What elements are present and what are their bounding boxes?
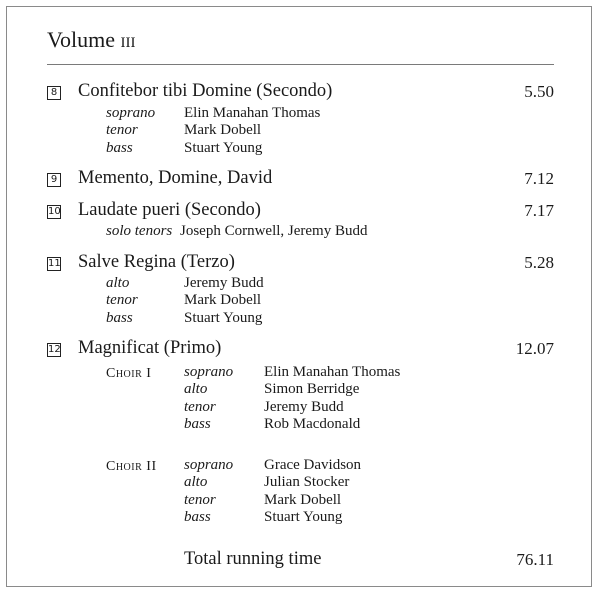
performer-name: Mark Dobell — [184, 292, 262, 308]
track-number-box: 11 — [48, 258, 61, 269]
total-running-time-label: Total running time — [184, 549, 322, 569]
track-number-box: 8 — [47, 86, 61, 100]
performer-role: solo tenors — [106, 223, 173, 239]
performer-role: bass — [184, 509, 211, 525]
track-time: 7.12 — [524, 169, 554, 188]
track-title: Laudate pueri (Secondo) — [78, 200, 261, 220]
performer-role: tenor — [184, 492, 216, 508]
track-title: Magnificat (Primo) — [78, 338, 222, 358]
volume-title: Volume iii — [47, 27, 136, 52]
performer-name: Joseph Cornwell, Jeremy Budd — [180, 223, 368, 239]
performer-name: Rob Macdonald — [264, 416, 361, 432]
performer-role: alto — [106, 275, 130, 291]
performer-role: alto — [184, 381, 208, 397]
performer-role: tenor — [184, 399, 216, 415]
performer-role: tenor — [106, 122, 138, 138]
choir-label: Choir II — [106, 459, 157, 474]
track-title: Confitebor tibi Domine (Secondo) — [78, 81, 333, 101]
performer-name: Jeremy Budd — [264, 399, 344, 415]
performer-role: bass — [106, 140, 133, 156]
performer-name: Simon Berridge — [264, 381, 360, 397]
track-time: 5.28 — [524, 253, 554, 272]
performer-role: soprano — [184, 364, 234, 380]
track-number-box: 9 — [47, 173, 61, 187]
performer-name: Stuart Young — [184, 140, 263, 156]
total-running-time-value: 76.11 — [516, 550, 554, 569]
performer-role: bass — [184, 416, 211, 432]
performer-name: Elin Manahan Thomas — [264, 364, 401, 380]
performer-name: Mark Dobell — [264, 492, 342, 508]
track-number-box: 10 — [48, 206, 61, 217]
performer-role: tenor — [106, 292, 138, 308]
performer-name: Julian Stocker — [264, 474, 350, 490]
performer-role: soprano — [184, 457, 234, 473]
performer-name: Stuart Young — [184, 310, 263, 326]
performer-name: Mark Dobell — [184, 122, 262, 138]
volume-numeral: iii — [120, 27, 136, 52]
track-number-box: 12 — [48, 344, 61, 355]
choir-label: Choir I — [106, 366, 152, 381]
performer-name: Jeremy Budd — [184, 275, 264, 291]
track-title: Memento, Domine, David — [78, 168, 273, 188]
performer-name: Elin Manahan Thomas — [184, 105, 321, 121]
track-time: 5.50 — [524, 82, 554, 101]
title-rule — [47, 64, 554, 65]
track-time: 7.17 — [524, 201, 554, 220]
track-title: Salve Regina (Terzo) — [78, 252, 235, 272]
performer-role: alto — [184, 474, 208, 490]
performer-name: Grace Davidson — [264, 457, 362, 473]
performer-name: Stuart Young — [264, 509, 343, 525]
track-time: 12.07 — [515, 339, 554, 358]
performer-role: soprano — [106, 105, 156, 121]
performer-role: bass — [106, 310, 133, 326]
